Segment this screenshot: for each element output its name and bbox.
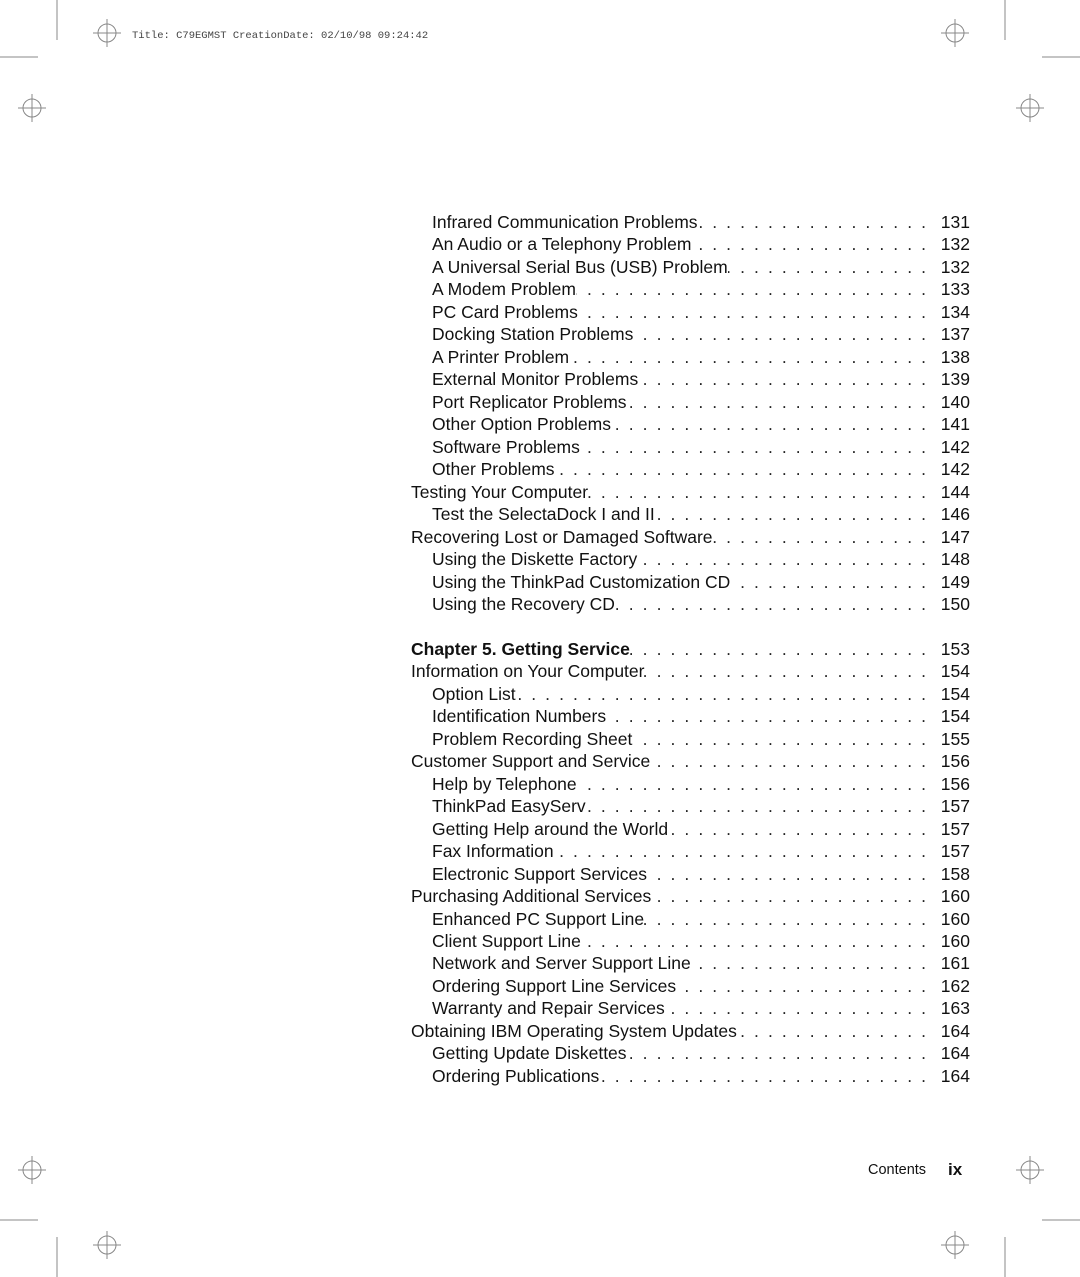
toc-entry-title: Warranty and Repair Services xyxy=(432,998,665,1019)
toc-entry-page: 163 xyxy=(940,998,970,1019)
dot-leader xyxy=(569,346,940,368)
toc-entry-page: 162 xyxy=(940,975,970,996)
dot-leader xyxy=(713,526,940,548)
toc-entry[interactable] xyxy=(411,368,970,390)
toc-entry-title: Using the Recovery CD xyxy=(432,593,615,614)
toc-entry[interactable] xyxy=(411,503,970,525)
toc-entry[interactable] xyxy=(411,413,970,435)
toc-entry-title: Purchasing Additional Services xyxy=(411,886,652,907)
toc-entry-title: Fax Information xyxy=(432,841,554,862)
toc-entry[interactable] xyxy=(411,795,970,817)
toc-entry-page: 160 xyxy=(940,908,970,929)
toc-chapter-entry[interactable] xyxy=(411,638,970,660)
toc-entry[interactable] xyxy=(411,952,970,974)
dot-leader xyxy=(691,952,940,974)
toc-entry-title: A Modem Problem xyxy=(432,279,576,300)
toc-entry[interactable] xyxy=(411,1020,970,1042)
toc-entry-title: Recovering Lost or Damaged Software xyxy=(411,526,713,547)
dot-leader xyxy=(577,773,940,795)
footer-label: Contents xyxy=(868,1162,927,1178)
toc-entry-title: External Monitor Problems xyxy=(432,369,639,390)
toc-entry-page: 140 xyxy=(940,391,970,412)
toc-entry[interactable] xyxy=(411,975,970,997)
toc-entry-page: 150 xyxy=(940,593,970,614)
dot-leader xyxy=(691,233,940,255)
toc-entry[interactable] xyxy=(411,818,970,840)
dot-leader xyxy=(611,413,940,435)
toc-entry[interactable] xyxy=(411,593,970,615)
toc-entry-page: 157 xyxy=(940,818,970,839)
toc-entry[interactable] xyxy=(411,863,970,885)
toc-entry-title: Port Replicator Problems xyxy=(432,391,627,412)
toc-entry-page: 132 xyxy=(940,256,970,277)
toc-entry[interactable] xyxy=(411,346,970,368)
toc-entry[interactable] xyxy=(411,233,970,255)
toc-entry-page: 157 xyxy=(940,841,970,862)
toc-entry-title: Enhanced PC Support Line xyxy=(432,908,645,929)
dot-leader xyxy=(599,1065,940,1087)
toc-entry-title: Infrared Communication Problems xyxy=(432,212,698,232)
toc-entry[interactable] xyxy=(411,750,970,772)
dot-leader xyxy=(665,997,940,1019)
toc-entry-page: 131 xyxy=(940,212,970,232)
dot-leader xyxy=(581,930,940,952)
toc-entry-page: 137 xyxy=(940,324,970,345)
dot-leader xyxy=(632,728,940,750)
toc-entry-title: Getting Update Diskettes xyxy=(432,1043,627,1064)
toc-entry[interactable] xyxy=(411,683,970,705)
toc-entry[interactable] xyxy=(411,211,970,233)
toc-entry-title: Using the ThinkPad Customization CD xyxy=(432,571,731,592)
toc-entry-title: Option List xyxy=(432,683,516,704)
toc-entry[interactable] xyxy=(411,885,970,907)
dot-leader xyxy=(627,391,940,413)
toc-entry-title: Problem Recording Sheet xyxy=(432,728,633,749)
dot-leader xyxy=(637,548,940,570)
toc-entry-page: 148 xyxy=(940,549,970,570)
dot-leader xyxy=(651,885,940,907)
print-header: Title: C79EGMST CreationDate: 02/10/98 09:24:42 xyxy=(132,30,429,42)
toc-entry-page: 154 xyxy=(940,706,970,727)
toc-entry-page: 139 xyxy=(940,369,970,390)
toc-entry-page: 160 xyxy=(940,886,970,907)
toc-entry[interactable] xyxy=(411,301,970,323)
dot-leader xyxy=(668,818,940,840)
toc-entry-title: Test the SelectaDock I and II xyxy=(432,504,655,525)
dot-leader xyxy=(655,503,940,525)
toc-entry-title: Ordering Publications xyxy=(432,1065,600,1086)
toc-entry-title: Other Option Problems xyxy=(432,414,611,435)
toc-entry-page: 138 xyxy=(940,346,970,367)
dot-leader xyxy=(698,211,940,233)
dot-leader xyxy=(578,301,940,323)
toc-entry[interactable] xyxy=(411,548,970,570)
toc-entry-page: 142 xyxy=(940,436,970,457)
toc-entry[interactable] xyxy=(411,997,970,1019)
dot-leader xyxy=(580,436,940,458)
dot-leader xyxy=(676,975,940,997)
toc-entry-page: 141 xyxy=(940,414,970,435)
toc-entry-page: 164 xyxy=(940,1065,970,1086)
toc-entry-page: 144 xyxy=(940,481,970,502)
dot-leader xyxy=(644,660,940,682)
toc-entry-title: Identification Numbers xyxy=(432,706,607,727)
toc-entry-page: 158 xyxy=(940,863,970,884)
dot-leader xyxy=(737,1020,940,1042)
dot-leader xyxy=(638,368,940,390)
dot-leader xyxy=(606,705,940,727)
toc-entry[interactable] xyxy=(411,1065,970,1087)
toc-entry[interactable] xyxy=(411,256,970,278)
dot-leader xyxy=(630,638,940,660)
toc-entry[interactable] xyxy=(411,660,970,682)
toc-entry[interactable] xyxy=(411,773,970,795)
dot-leader xyxy=(633,323,940,345)
toc-entry-title: A Printer Problem xyxy=(432,346,570,367)
dot-leader xyxy=(730,571,940,593)
toc-entry[interactable] xyxy=(411,571,970,593)
table-of-contents xyxy=(411,211,970,1087)
toc-entry-title: A Universal Serial Bus (USB) Problem xyxy=(432,256,728,277)
toc-entry-page: 133 xyxy=(940,279,970,300)
toc-entry-page: 156 xyxy=(940,751,970,772)
toc-entry-page: 164 xyxy=(940,1043,970,1064)
toc-entry[interactable] xyxy=(411,323,970,345)
toc-entry-page: 147 xyxy=(940,526,970,547)
toc-entry-title: An Audio or a Telephony Problem xyxy=(432,234,692,255)
toc-entry-page: 160 xyxy=(940,931,970,951)
toc-entry[interactable] xyxy=(411,458,970,480)
toc-entry-page: 142 xyxy=(940,459,970,480)
toc-entry-page: 156 xyxy=(940,773,970,794)
toc-entry-title: Software Problems xyxy=(432,436,580,457)
toc-entry[interactable] xyxy=(411,1042,970,1064)
toc-entry-title: Getting Help around the World xyxy=(432,818,669,839)
toc-entry-page: 132 xyxy=(940,234,970,255)
dot-leader xyxy=(644,908,940,930)
page-footer xyxy=(868,1160,963,1179)
toc-entry-title: Customer Support and Service xyxy=(411,751,651,772)
toc-entry-page: 157 xyxy=(940,796,970,817)
toc-entry-title: Ordering Support Line Services xyxy=(432,975,677,996)
dot-leader xyxy=(647,863,940,885)
toc-entry-title: Help by Telephone xyxy=(432,773,577,794)
toc-entry-title: Obtaining IBM Operating System Updates xyxy=(411,1020,737,1041)
toc-entry-title: Using the Diskette Factory xyxy=(432,549,638,570)
toc-entry-title: Chapter 5. Getting Service xyxy=(411,638,630,659)
toc-entry[interactable] xyxy=(411,705,970,727)
toc-entry-title: Docking Station Problems xyxy=(432,324,634,345)
toc-entry[interactable] xyxy=(411,930,970,952)
toc-entry[interactable] xyxy=(411,908,970,930)
toc-entry-title: Network and Server Support Line xyxy=(432,953,691,974)
dot-leader xyxy=(615,593,940,615)
dot-leader xyxy=(555,458,940,480)
dot-leader xyxy=(586,795,940,817)
toc-entry-title: Testing Your Computer xyxy=(411,481,589,502)
toc-entry-title: Electronic Support Services xyxy=(432,863,647,884)
toc-entry[interactable] xyxy=(411,840,970,862)
toc-entry-page: 134 xyxy=(940,301,970,322)
toc-entry[interactable] xyxy=(411,481,970,503)
toc-entry-page: 146 xyxy=(940,504,970,525)
toc-entry-page: 161 xyxy=(940,953,970,974)
dot-leader xyxy=(588,481,940,503)
dot-leader xyxy=(554,840,940,862)
toc-entry-page: 153 xyxy=(940,638,970,659)
toc-entry[interactable] xyxy=(411,728,970,750)
toc-entry-title: Client Support Line xyxy=(432,931,581,951)
toc-entry-title: Other Problems xyxy=(432,459,555,480)
dot-leader xyxy=(627,1042,940,1064)
dot-leader xyxy=(728,256,940,278)
toc-entry-page: 154 xyxy=(940,683,970,704)
toc-entry-page: 149 xyxy=(940,571,970,592)
dot-leader xyxy=(650,750,940,772)
toc-entry-title: ThinkPad EasyServ xyxy=(432,796,586,817)
dot-leader xyxy=(576,278,940,300)
toc-entry[interactable] xyxy=(411,526,970,548)
toc-entry[interactable] xyxy=(411,391,970,413)
dot-leader xyxy=(516,683,940,705)
toc-entry-page: 164 xyxy=(940,1020,970,1041)
toc-entry[interactable] xyxy=(411,278,970,300)
toc-entry-title: Information on Your Computer xyxy=(411,661,645,682)
toc-entry-page: 154 xyxy=(940,661,970,682)
toc-entry-title: PC Card Problems xyxy=(432,301,578,322)
toc-entry[interactable] xyxy=(411,436,970,458)
toc-entry-page: 155 xyxy=(940,728,970,749)
page-number: ix xyxy=(948,1160,963,1179)
